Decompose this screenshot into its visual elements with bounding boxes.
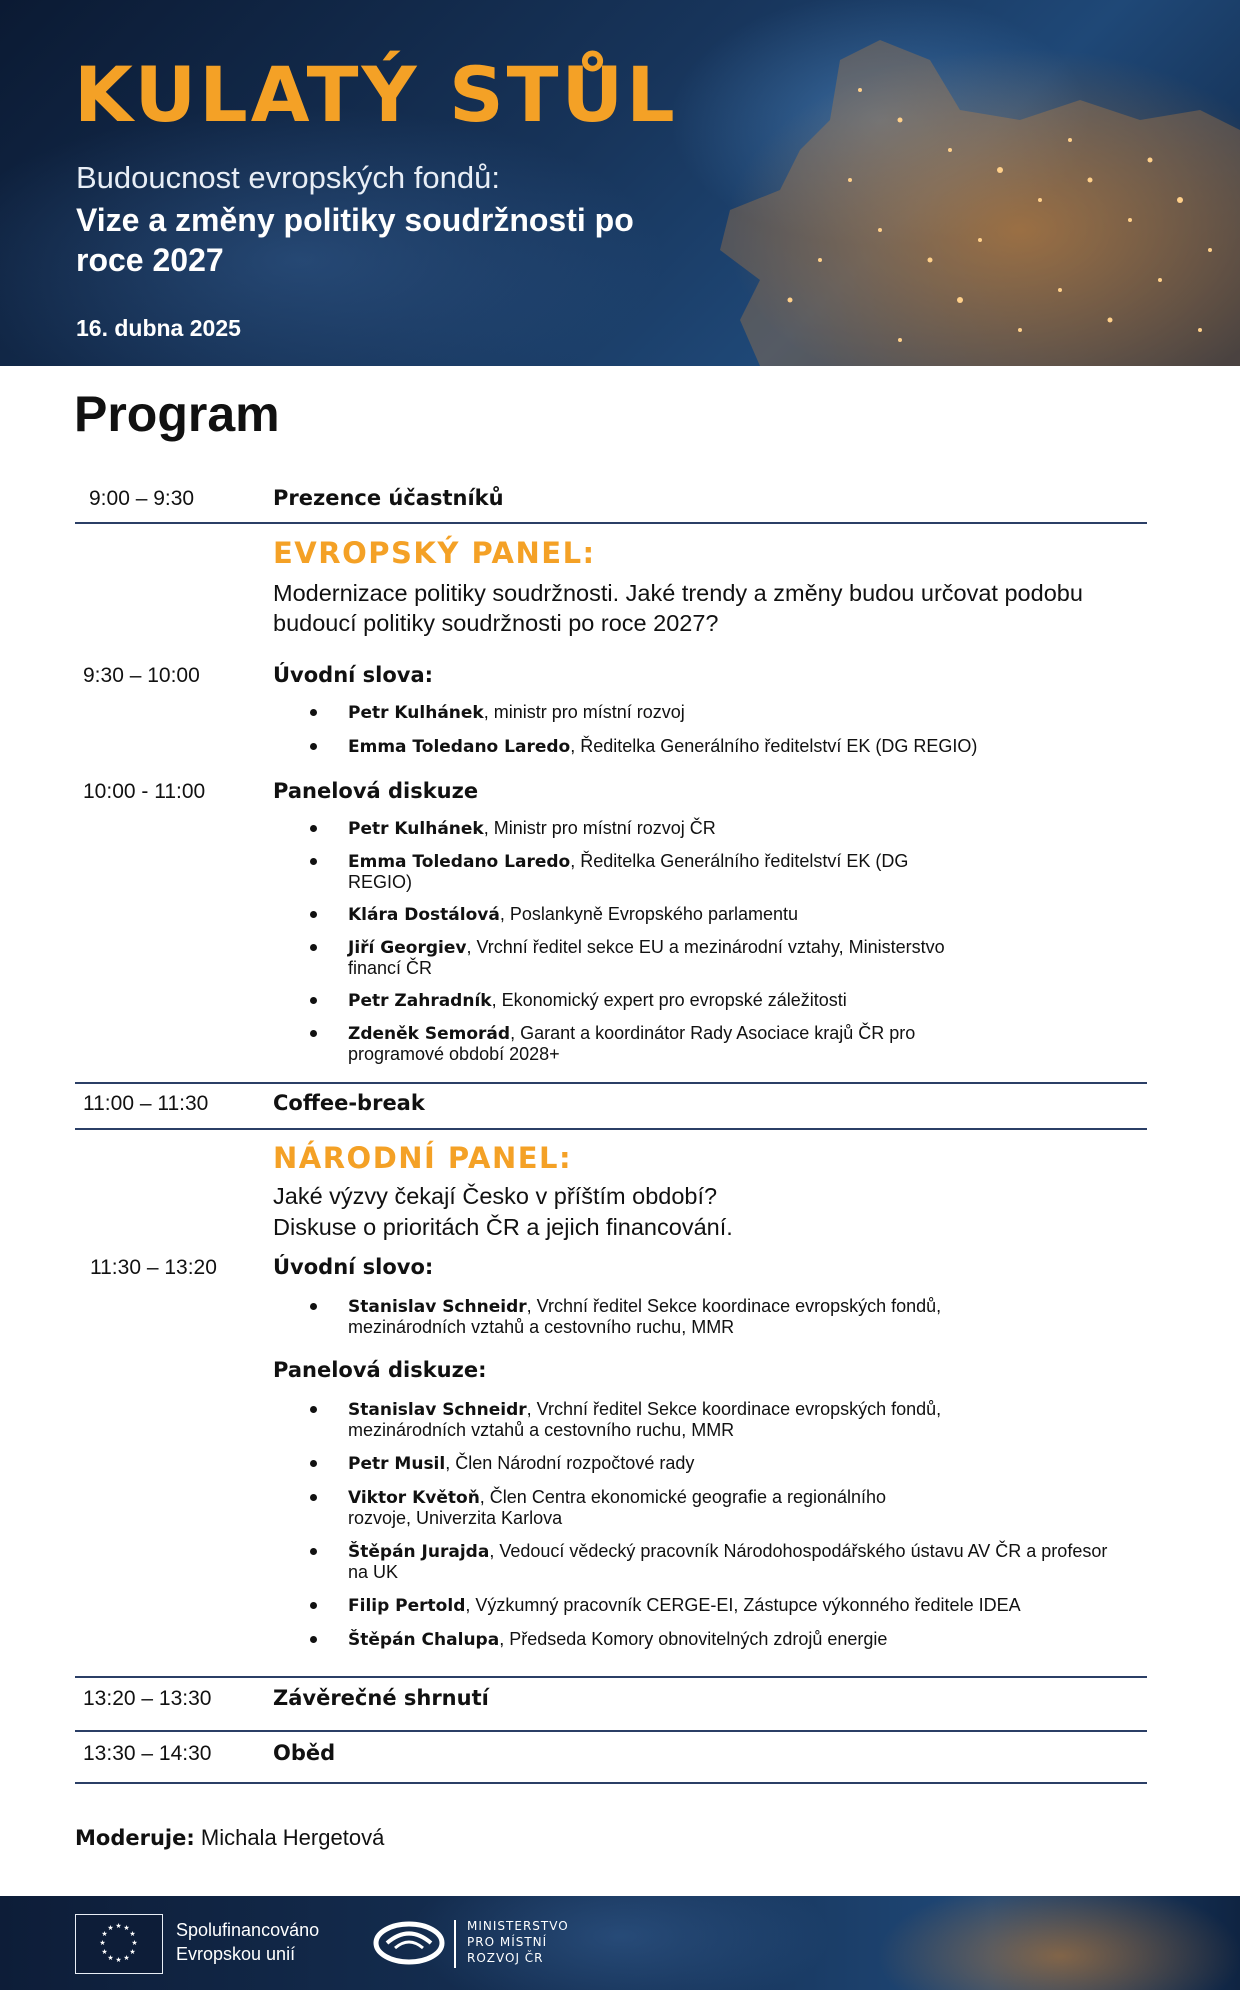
national-opening-label: Úvodní slovo: — [273, 1255, 434, 1279]
footer-banner — [0, 1896, 1240, 1990]
moderator-label: Moderuje: — [75, 1826, 195, 1850]
summary-time: 13:20 – 13:30 — [83, 1687, 212, 1710]
svg-text:★: ★ — [101, 1930, 108, 1938]
divider — [75, 522, 1147, 524]
national-panel-description-line1: Jaké výzvy čekají Česko v příštím období? — [273, 1183, 718, 1209]
divider — [75, 1082, 1147, 1084]
list-item: Viktor Květoň, Člen Centra ekonomické geografie a regionálního rozvoje, Univerzita Karlova — [310, 1487, 950, 1528]
event-title: KULATÝ STŮL — [74, 50, 678, 139]
svg-text:★: ★ — [115, 1956, 122, 1964]
list-item: Klára Dostálová, Poslankyně Evropského parlamentu — [310, 904, 950, 925]
list-item: Petr Zahradník, Ekonomický expert pro evropské záležitosti — [310, 990, 950, 1011]
national-discussion-speakers-list — [310, 1399, 1150, 1650]
svg-text:★: ★ — [115, 1922, 122, 1930]
european-panel-description: Modernizace politiky soudržnosti. Jaké trendy a změny budou určovat podobu budoucí politiky soudržnosti po roce 2027? — [273, 580, 1083, 636]
eu-flag-icon — [75, 1914, 163, 1974]
opening-words-time: 9:30 – 10:00 — [83, 664, 200, 687]
svg-text:★: ★ — [123, 1924, 130, 1932]
ministry-name: MINISTERSTVO PRO MÍSTNÍ ROZVOJ ČR — [467, 1919, 569, 1965]
list-item: Štěpán Chalupa, Předseda Komory obnovitelných zdrojů energie — [310, 1629, 1150, 1650]
list-item: Jiří Georgiev, Vrchní ředitel sekce EU a mezinárodní vztahy, Ministerstvo financí ČR — [310, 937, 950, 978]
svg-text:★: ★ — [101, 1948, 108, 1956]
event-headline: Vize a změny politiky soudržnosti po roce 2027 — [76, 202, 634, 278]
national-opening-speakers-list — [310, 1296, 950, 1337]
lunch-time: 13:30 – 14:30 — [83, 1742, 212, 1765]
divider — [75, 1782, 1147, 1784]
list-item: Petr Musil, Člen Národní rozpočtové rady — [310, 1453, 1150, 1474]
event-date: 16. dubna 2025 — [76, 315, 241, 341]
panel-discussion-label: Panelová diskuze — [273, 779, 479, 803]
logo-separator — [454, 1920, 456, 1968]
coffee-break-label: Coffee-break — [273, 1091, 425, 1115]
opening-speakers-list — [310, 702, 977, 757]
registration-label: Prezence účastníků — [273, 486, 504, 510]
summary-label: Závěrečné shrnutí — [273, 1686, 489, 1710]
european-panel-heading: EVROPSKÝ PANEL: — [273, 536, 596, 570]
list-item: Stanislav Schneidr, Vrchní ředitel Sekce koordinace evropských fondů, mezinárodních vztahů a cestovního ruchu, MMR — [310, 1296, 950, 1337]
list-item: Petr Kulhánek, ministr pro místní rozvoj — [310, 702, 977, 723]
divider — [75, 1730, 1147, 1732]
eu-cofunding-text: Spolufinancováno Evropskou unií — [176, 1920, 320, 1964]
svg-text:★: ★ — [99, 1939, 106, 1947]
national-panel-heading: NÁRODNÍ PANEL: — [273, 1141, 573, 1175]
national-panel-description-line2: Diskuse o prioritách ČR a jejich financování. — [273, 1214, 733, 1240]
list-item: Emma Toledano Laredo, Ředitelka Generálního ředitelství EK (DG REGIO) — [310, 851, 950, 892]
opening-words-label: Úvodní slova: — [273, 663, 434, 687]
list-item: Stanislav Schneidr, Vrchní ředitel Sekce koordinace evropských fondů, mezinárodních vztahů a cestovního ruchu, MMR — [310, 1399, 950, 1440]
svg-text:★: ★ — [129, 1948, 136, 1956]
panel-discussion-time: 10:00 - 11:00 — [83, 780, 206, 803]
lunch-label: Oběd — [273, 1741, 336, 1765]
divider — [75, 1676, 1147, 1678]
svg-text:★: ★ — [107, 1954, 114, 1962]
panel-speakers-list — [310, 818, 950, 1064]
list-item: Petr Kulhánek, Ministr pro místní rozvoj ČR — [310, 818, 950, 839]
national-panel-time: 11:30 – 13:20 — [90, 1256, 217, 1279]
list-item: Štěpán Jurajda, Vedoucí vědecký pracovník Národohospodářského ústavu AV ČR a profesor na UK — [310, 1541, 1130, 1582]
coffee-break-time: 11:00 – 11:30 — [83, 1092, 209, 1115]
svg-text:★: ★ — [129, 1930, 136, 1938]
moderator-line — [75, 1825, 384, 1851]
registration-time: 9:00 – 9:30 — [89, 487, 195, 510]
ministry-logo-icon — [373, 1920, 445, 1966]
svg-text:★: ★ — [131, 1939, 138, 1947]
national-discussion-label: Panelová diskuze: — [273, 1358, 487, 1382]
program-title: Program — [74, 386, 280, 442]
list-item: Emma Toledano Laredo, Ředitelka Generálního ředitelství EK (DG REGIO) — [310, 736, 977, 757]
divider — [75, 1128, 1147, 1130]
moderator-name: Michala Hergetová — [200, 1825, 385, 1850]
svg-text:★: ★ — [123, 1954, 130, 1962]
svg-text:★: ★ — [107, 1924, 114, 1932]
list-item: Filip Pertold, Výzkumný pracovník CERGE-EI, Zástupce výkonného ředitele IDEA — [310, 1595, 1150, 1616]
header-banner — [0, 0, 1240, 366]
event-subtitle: Budoucnost evropských fondů: — [76, 160, 500, 195]
list-item: Zdeněk Semorád, Garant a koordinátor Rady Asociace krajů ČR pro programové období 2028+ — [310, 1023, 950, 1064]
